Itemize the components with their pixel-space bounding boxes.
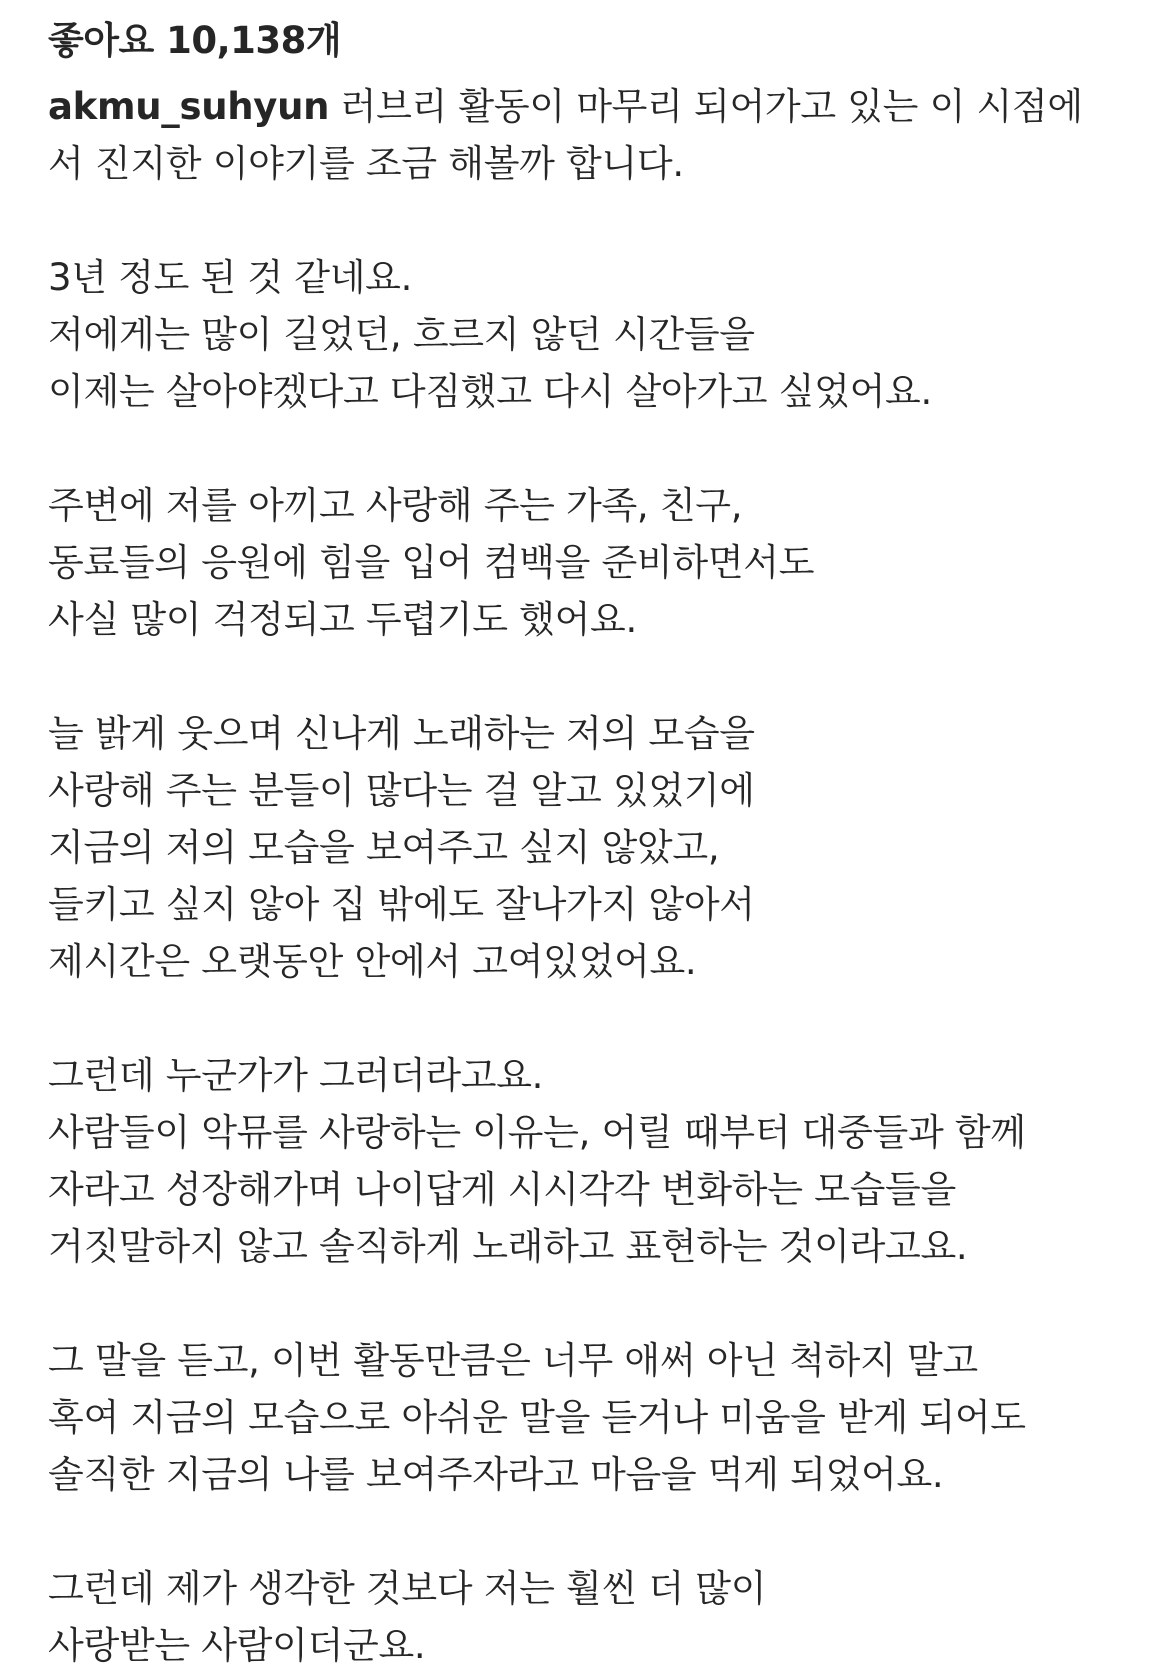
- paragraph-gap: [48, 990, 1128, 1047]
- username-link[interactable]: akmu_suhyun: [48, 85, 330, 128]
- caption-line: 솔직한 지금의 나를 보여주자라고 마음을 먹게 되었어요.: [48, 1453, 944, 1496]
- caption-text: [48, 78, 1128, 1674]
- caption-line: 혹여 지금의 모습으로 아쉬운 말을 듣거나 미움을 받게 되어도: [48, 1396, 1026, 1439]
- caption-line: 지금의 저의 모습을 보여주고 싶지 않았고,: [48, 826, 720, 869]
- paragraph-gap: [48, 192, 1128, 249]
- caption-line: 사랑해 주는 분들이 많다는 걸 알고 있었기에: [48, 769, 755, 812]
- caption-line: 그런데 누군가가 그러더라고요.: [48, 1054, 544, 1097]
- paragraph-gap: [48, 420, 1128, 477]
- caption-line: 제시간은 오랫동안 안에서 고여있었어요.: [48, 940, 697, 983]
- caption-first-line-text: 러브리 활동이 마무리 되어가고 있는 이 시점에: [329, 85, 1083, 128]
- caption-line: 이제는 살아야겠다고 다짐했고 다시 살아가고 싶었어요.: [48, 370, 932, 413]
- caption-line: 사랑받는 사람이더군요.: [48, 1624, 426, 1667]
- caption-line: 주변에 저를 아끼고 사랑해 주는 가족, 친구,: [48, 484, 743, 527]
- caption-line: 사실 많이 걱정되고 두렵기도 했어요.: [48, 598, 637, 641]
- caption-line: 서 진지한 이야기를 조금 해볼까 합니다.: [48, 142, 684, 185]
- paragraph-gap: [48, 1275, 1128, 1332]
- paragraph-gap: [48, 1503, 1128, 1560]
- paragraph-gap: [48, 648, 1128, 705]
- likes-count[interactable]: 좋아요 10,138개: [48, 19, 342, 62]
- caption-line: 그런데 제가 생각한 것보다 저는 훨씬 더 많이: [48, 1567, 767, 1610]
- caption-line: 들키고 싶지 않아 집 밖에도 잘나가지 않아서: [48, 883, 755, 926]
- caption-line: 3년 정도 된 것 같네요.: [48, 256, 413, 299]
- caption-first-line: [48, 78, 1128, 135]
- caption-line: 사람들이 악뮤를 사랑하는 이유는, 어릴 때부터 대중들과 함께: [48, 1111, 1026, 1154]
- caption-line: 동료들의 응원에 힘을 입어 컴백을 준비하면서도: [48, 541, 815, 584]
- caption-line: 거짓말하지 않고 솔직하게 노래하고 표현하는 것이라고요.: [48, 1225, 968, 1268]
- caption-line: 늘 밝게 웃으며 신나게 노래하는 저의 모습을: [48, 712, 755, 755]
- caption-line: 그 말을 듣고, 이번 활동만큼은 너무 애써 아닌 척하지 말고: [48, 1339, 978, 1382]
- caption-line: 저에게는 많이 길었던, 흐르지 않던 시간들을: [48, 313, 755, 356]
- caption-line: 자라고 성장해가며 나이답게 시시각각 변화하는 모습들을: [48, 1168, 956, 1211]
